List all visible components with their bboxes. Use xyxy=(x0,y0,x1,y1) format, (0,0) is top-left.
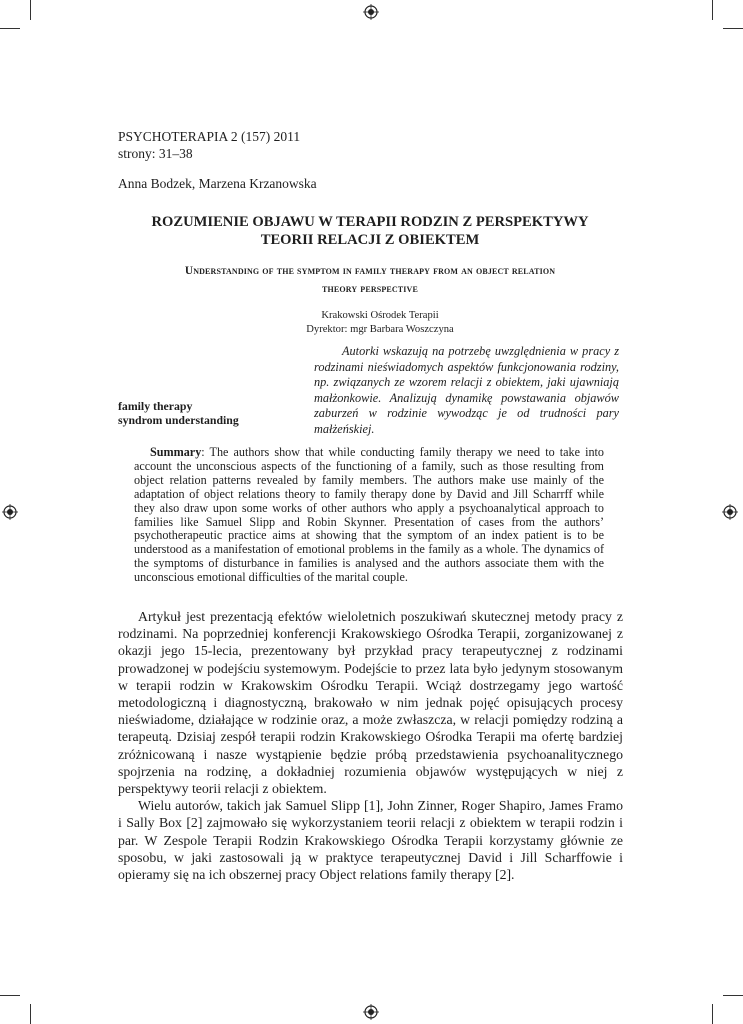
title-english-line-2: theory perspective xyxy=(322,283,418,295)
summary-english xyxy=(134,446,604,585)
crop-mark-bottom-left-h xyxy=(0,995,20,996)
crop-mark-bottom-right-h xyxy=(723,995,743,996)
title-polish xyxy=(100,213,640,249)
keyword-2: syndrom understanding xyxy=(118,413,239,427)
keyword-1: family therapy xyxy=(118,399,193,413)
pages-line: strony: 31–38 xyxy=(118,146,193,161)
title-english-line-1: Understanding of the symptom in family therapy from an object relation xyxy=(184,265,556,277)
registration-mark-left-icon xyxy=(2,504,18,520)
keywords xyxy=(118,399,239,427)
crop-mark-bottom-right xyxy=(712,1004,713,1024)
crop-mark-top-left xyxy=(30,0,31,20)
affiliation xyxy=(290,309,470,337)
abstract-polish: Autorki wskazują na potrzebę uwzględnienia w pracy z rodzinami nieświadomych aspektów funkcjonowania rodziny, np. związanych ze wzorem relacji z obiektem, jaki ujawniają małżonkowie. Analizują dynamikę powstawania objawów zaburzeń w rodzinie wywodząc je od trudności pary małżeńskiej. xyxy=(314,344,619,436)
authors: Anna Bodzek, Marzena Krzanowska xyxy=(118,176,317,191)
crop-mark-top-right-h xyxy=(723,28,743,29)
crop-mark-top-right xyxy=(712,0,713,20)
body-paragraph-2: Wielu autorów, takich jak Samuel Slipp [1], John Zinner, Roger Shapiro, James Framo i Sally Box [2] zajmowało się wykorzystaniem teorii relacji z obiektem w terapii rodzin i par. W Zespole Terapii Rodzin Krakowskiego Ośrodka Terapii korzystamy głównie ze sposobu, w jaki zastosowali ją w praktyce terapeutycznej David i Jill Scharffowie i opieramy się na ich obszernej pracy Object relations family therapy [2]. xyxy=(118,798,623,883)
title-english xyxy=(96,262,644,298)
affiliation-director: Dyrektor: mgr Barbara Woszczyna xyxy=(306,324,454,335)
crop-mark-bottom-left xyxy=(30,1004,31,1024)
crop-mark-top-left-h xyxy=(0,28,20,29)
title-polish-line-2: TEORII RELACJI Z OBIEKTEM xyxy=(260,232,480,248)
affiliation-institution: Krakowski Ośrodek Terapii xyxy=(321,310,439,321)
journal-header xyxy=(118,128,300,162)
body-paragraph-1: Artykuł jest prezentacją efektów wieloletnich poszukiwań skutecznej metody pracy z rodzinami. Na poprzedniej konferencji Krakowskiego Ośrodka Terapii, zorganizowanej z okazji jego 15-lecia, prezentowany był przykład pracy terapeutycznej z rodzinami prowadzonej w podejściu systemowym. Podejście to przez lata było jedynym stosowanym w terapii rodzin w Krakowskim Ośrodku Terapii. Wciąż dostrzegamy jego wartość metodologiczną i diagnostyczną, brakowało w nim jednak pojęć opisujących procesy nieświadome, działające w rodzinie oraz, a może zwłaszcza, w relacji pomiędzy rodziną a terapeutą. Dzisiaj zespół terapii rodzin Krakowskiego Ośrodka Terapii ma ofertę bardziej zróżnicowaną i nasze wystąpienie będzie próbą przedstawienia psychoanalitycznego spojrzenia na rodzinę, a dokładniej rozumienia objawów występujących w niej z perspektywy teorii relacji z obiektem. xyxy=(118,609,623,797)
title-polish-line-1: ROZUMIENIE OBJAWU W TERAPII RODZIN Z PERSPEKTYWY xyxy=(151,214,589,230)
journal-line: PSYCHOTERAPIA 2 (157) 2011 xyxy=(118,129,301,144)
summary-text: : The authors show that while conducting family therapy we need to take into account the unconscious aspects of the functioning of a family, such as those resulting from object relation patterns revealed by family members. The authors make use mainly of the adaptation of object relations theory to family therapy done by David and Jill Scharrff while they also draw upon some works of other authors who apply a psychoanalytical approach to families like Samuel Slipp and Robin Skynner. Presentation of cases from the authors’ psychotherapeutic practice aims at showing that the symptom of an index patient is to be understood as a manifestation of emotional problems in the family as a whole. The dynamics of the symptoms of disturbance in families is analysed and the authors associate them with the unconscious emotional difficulties of the marital couple. xyxy=(134,445,604,585)
article-body xyxy=(118,608,623,883)
registration-mark-top-icon xyxy=(363,4,379,20)
registration-mark-right-icon xyxy=(722,504,738,520)
summary-label: Summary xyxy=(150,445,202,459)
registration-mark-bottom-icon xyxy=(363,1004,379,1020)
